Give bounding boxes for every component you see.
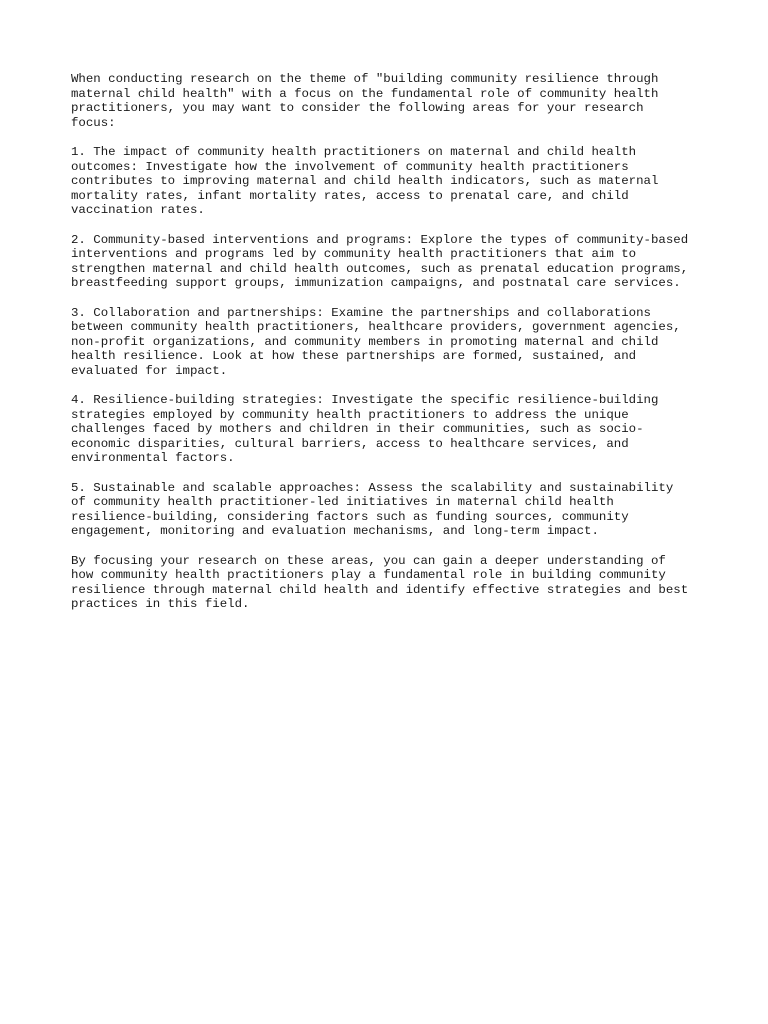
document-body <box>71 72 711 627</box>
research-area-5: 5. Sustainable and scalable approaches: Assess the scalability and sustainability of community health practitioner-led initiatives in maternal child health resilience-building, considering factors such as funding sources, community engagement, monitoring and evaluation mechanisms, and long-term impact. <box>71 480 674 539</box>
research-area-4: 4. Resilience-building strategies: Investigate the specific resilience-building strategies employed by community health practitioners to address the unique challenges faced by mothers and children in their communities, such as socio- economic disparities, cultural barriers, access to healthcare services, and environmental factors. <box>71 393 659 466</box>
research-area-2: 2. Community-based interventions and programs: Explore the types of community-based interventions and programs led by community health practitioners that aim to strengthen maternal and child health outcomes, such as prenatal education programs, breastfeeding support groups, immunization campaigns, and postnatal care services. <box>71 232 689 291</box>
research-area-3: 3. Collaboration and partnerships: Examine the partnerships and collaborations between community health practitioners, healthcare providers, government agencies, non-profit organizations, and community members in promoting maternal and child health resilience. Look at how these partnerships are formed, sustained, and evaluated for impact. <box>71 305 681 378</box>
intro-paragraph: When conducting research on the theme of "building community resilience through maternal child health" with a focus on the fundamental role of community health practitioners, you may want to consider the following areas for your research focus: <box>71 72 659 130</box>
research-area-1: 1. The impact of community health practitioners on maternal and child health outcomes: Investigate how the involvement of community health practitioners contributes to improving maternal and child health indicators, such as maternal mortality rates, infant mortality rates, access to prenatal care, and child vaccination rates. <box>71 144 659 218</box>
conclusion-paragraph: By focusing your research on these areas, you can gain a deeper understanding of how community health practitioners play a fundamental role in building community resilience through maternal child health and identify effective strategies and best practices in this field. <box>71 553 689 612</box>
